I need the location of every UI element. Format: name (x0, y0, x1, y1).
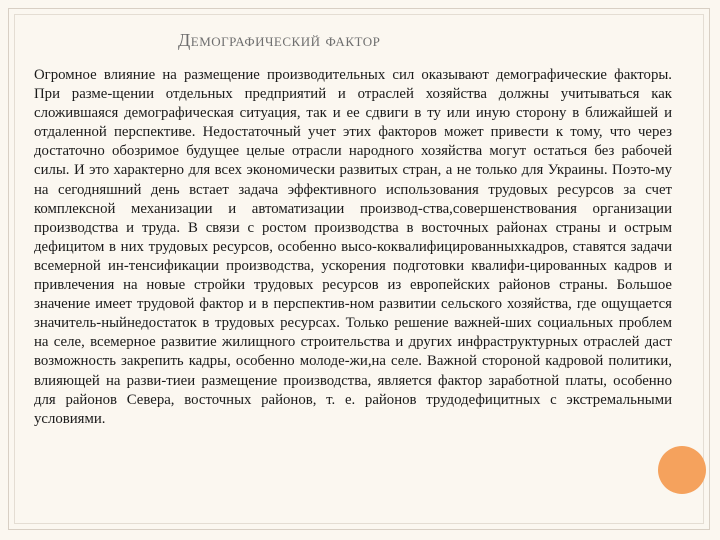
slide-title: Демографический фактор (178, 30, 381, 50)
accent-circle (658, 446, 706, 494)
slide-body-text: Огромное влияние на размещение производительных сил оказывают демографические факторы. При разме-щении отдельных предприятий и отраслей хозяйства должны учитываться как сложившаяся демографическая ситуация, так и ее сдвиги в ту или иную сторону в ближайшей и отдаленной перспективе. Недостаточный учет этих факторов может привести к тому, что через достаточно обозримое будущее целые отрасли народного хозяйства могут остаться без рабочей силы. И это характерно для всех экономически развитых стран, а не только для Украины. Поэто-му на сегодняшний день встает задача эффективного использования трудовых ресурсов за счет комплексной механизации и автоматизации производ-ства,совершенствования организации производства и труда. В связи с ростом производства в восточных районах страны и острым дефицитом в них трудовых ресурсов, особенно высо-коквалифицированныхкадров, ставятся задачи всемерной ин-тенсификации производства, ускорения подготовки квалифи-цированных кадров и привлечения на новые стройки трудовых ресурсов из европейских районов страны. Большое значение имеет трудовой фактор и в перспектив-ном развитии сельского хозяйства, где ощущается значитель-ныйнедостаток в трудовых ресурсах. Только решение важней-ших социальных проблем на селе, всемерное развитие жилищного строительства и других инфраструктурных отраслей даст возможность закрепить кадры, особенно молоде-жи,на селе. Важной стороной кадровой политики, влияющей на разви-тиеи размещение производства, является фактор заработной платы, особенно для районов Севера, восточных районов, т. е. районов трудодефицитных с экстремальными условиями. (34, 67, 672, 427)
